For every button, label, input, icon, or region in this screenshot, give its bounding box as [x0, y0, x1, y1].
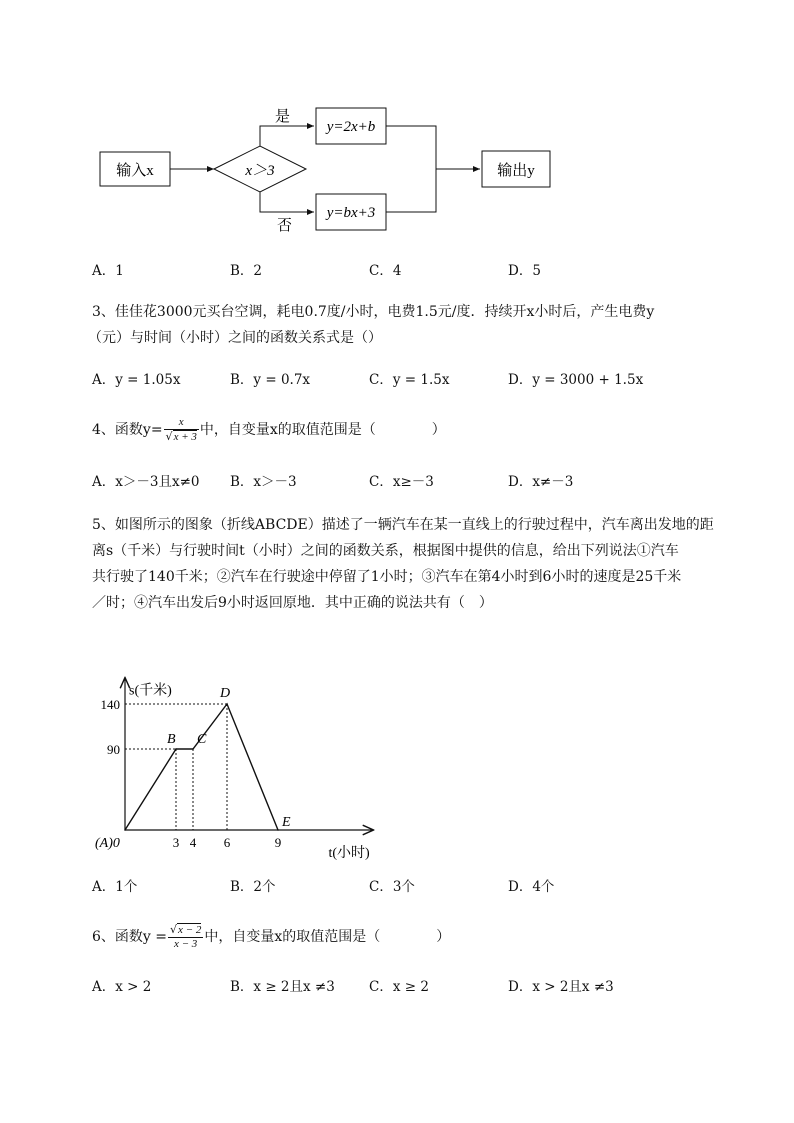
q5-text-line1: 5、如图所示的图象（折线ABCDE）描述了一辆汽车在某一直线上的行驶过程中，汽车离出发地的距 [92, 517, 714, 533]
q6-option-b: B．x ≥ 2且x ≠3 [230, 979, 335, 995]
q3-text-line1: 3、佳佳花3000元买台空调，耗电0.7度/小时，电费1.5元/度．持续开x小时后，产生电费y [92, 304, 655, 320]
q2-option-a: A．1 [92, 263, 124, 279]
merge-line [386, 126, 436, 212]
yes-label: 是 [275, 109, 291, 125]
series-line [125, 704, 278, 830]
data-point [175, 748, 177, 750]
q4-option-d: D．x≠－3 [508, 474, 574, 490]
q6-option-d: D．x > 2且x ≠3 [508, 979, 614, 995]
q3-option-c: C．y = 1.5x [369, 372, 450, 388]
q4-option-b: B．x＞－3 [230, 474, 297, 490]
q5-option-d: D．4个 [508, 879, 555, 895]
point-label: E [282, 815, 291, 830]
distance-time-chart [0, 620, 794, 870]
x-tick-label: 4 [189, 835, 197, 850]
point-label: D [220, 686, 231, 701]
y-tick-label: 140 [100, 697, 120, 712]
sqrt-icon: √ [165, 430, 173, 443]
data-point [124, 829, 126, 831]
yes-result-label: y=2x+b [326, 119, 376, 135]
q5-text-line3: 共行驶了140千米；②汽车在行驶途中停留了1小时；③汽车在第4小时到6小时的速度是25千米 [92, 569, 682, 585]
x-tick-label: 6 [223, 835, 231, 850]
q2-option-d: D．5 [508, 263, 541, 279]
q6-fraction [168, 923, 203, 951]
q3-text-line2: （元）与时间（小时）之间的函数关系式是（） [88, 330, 382, 346]
sqrt-icon: √ [170, 923, 178, 936]
data-point [277, 829, 279, 831]
y-axis-label: s(千米) [129, 683, 172, 699]
q5-option-b: B．2个 [230, 879, 276, 895]
q4-option-a: A．x＞－3且x≠0 [92, 474, 200, 490]
no-result-label: y=bx+3 [326, 205, 376, 221]
no-label: 否 [277, 218, 293, 234]
q4-fraction [164, 416, 199, 444]
q6-suffix: 中，自变量x的取值范围是（ ） [204, 929, 451, 945]
q3-option-d: D．y = 3000 + 1.5x [508, 372, 644, 388]
q6-option-c: C．x ≥ 2 [369, 979, 429, 995]
flowchart [0, 0, 794, 250]
q2-option-b: B．2 [230, 263, 263, 279]
data-point [192, 748, 194, 750]
x-axis-label: t(小时) [328, 846, 370, 861]
point-label: (A)0 [95, 836, 120, 851]
q6-option-a: A．x > 2 [92, 979, 152, 995]
x-tick-label: 9 [274, 835, 282, 850]
q5-text-line4: ／时；④汽车出发后9小时返回原地．其中正确的说法共有（ ） [92, 595, 493, 611]
data-point [226, 703, 228, 705]
decision-label: x＞3 [245, 163, 275, 179]
point-label: C [197, 732, 207, 747]
q4-numerator: x [164, 416, 199, 430]
q5-option-a: A．1个 [92, 879, 138, 895]
x-tick-label: 3 [172, 835, 180, 850]
q4-denominator: x + 3 [173, 431, 197, 443]
q6-denominator: x − 3 [174, 938, 198, 950]
output-label: 输出y [497, 163, 535, 179]
q4-prefix: 4、函数y= [92, 422, 163, 438]
q4-stem [92, 415, 446, 445]
y-tick-label: 90 [107, 742, 120, 757]
q4-option-c: C．x≥－3 [369, 474, 434, 490]
q5-option-c: C．3个 [369, 879, 415, 895]
point-label: B [167, 732, 176, 747]
no-branch-line [260, 192, 314, 212]
q3-option-a: A．y = 1.05x [92, 372, 181, 388]
input-label: 输入x [116, 163, 154, 179]
yes-branch-line [260, 126, 314, 146]
q6-stem [92, 922, 450, 952]
q5-text-line2: 离s（千米）与行驶时间t（小时）之间的函数关系，根据图中提供的信息，给出下列说法①汽车 [92, 543, 679, 559]
q3-option-b: B．y = 0.7x [230, 372, 311, 388]
q6-numerator: x − 2 [178, 924, 202, 936]
q6-prefix: 6、函数y = [92, 929, 167, 945]
q2-option-c: C．4 [369, 263, 402, 279]
q4-suffix: 中，自变量x的取值范围是（ ） [199, 422, 446, 438]
